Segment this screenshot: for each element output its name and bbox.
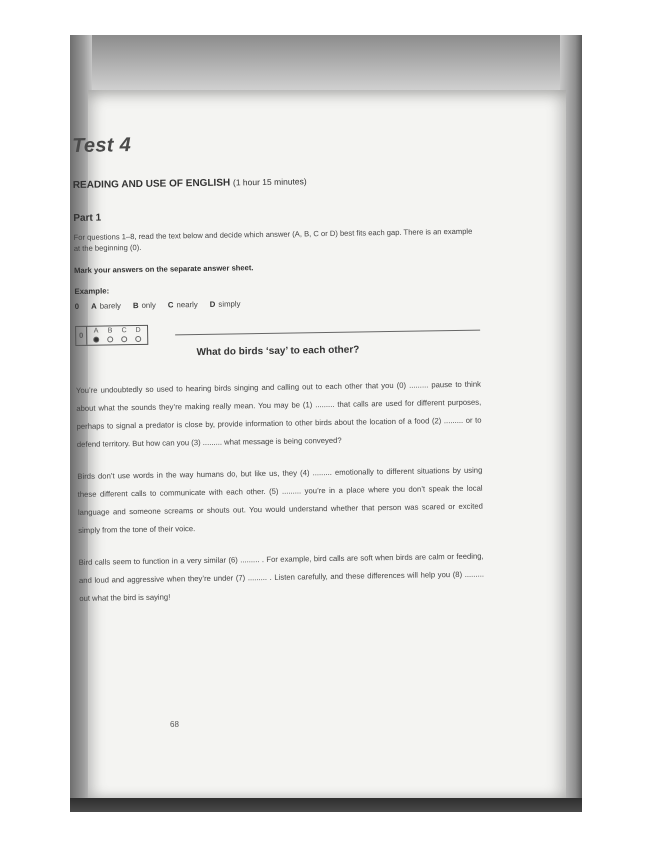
section-time: (1 hour 15 minutes) <box>232 176 307 188</box>
article-paragraph-2: Birds don’t use words in the way humans do, but like us, they (4) ......... emotionally to different situations by using these different calls to communicate with each other. (5) ......... you’re in a place where you don’t speak the local language and someone screams or shouts out. You would understand whether that person was scared or excited simply from the tone of their voice. <box>77 465 483 535</box>
example-number: 0 <box>74 301 80 311</box>
answer-opt-a: A <box>93 327 99 343</box>
article-title: What do birds ‘say’ to each other? <box>196 344 360 358</box>
section-name: READING AND USE OF ENGLISH <box>72 177 231 191</box>
test-title: Test 4 <box>72 134 132 157</box>
article-paragraph-3: Bird calls seem to function in a very similar (6) ......... . For example, bird calls are soft when birds are calm or feeding, and loud and aggressive when they’re under (7) ......... . Listen carefully, and these differences will help you (8) ......... out what the bird is saying! <box>78 551 485 603</box>
scan-shadow-top <box>70 35 580 95</box>
part-title: Part 1 <box>73 212 102 224</box>
example-label: Example: <box>74 286 110 296</box>
divider-rule <box>175 329 480 335</box>
example-option-d: D simply <box>209 299 241 309</box>
section-title <box>73 174 478 191</box>
answer-box-number: 0 <box>76 326 87 344</box>
article-paragraph-1: You’re undoubtedly so used to hearing birds singing and calling out to each other that you (0) ......... pause to think about what the sounds they’re making really mean. You may be (1) ......... that calls are used for different purposes, perhaps to signal a predator is close by, provide information to other birds about the location of a food (2) ......... or to defend territory. But how can you (3) ......... what message is being conveyed? <box>75 379 482 449</box>
example-options <box>75 296 480 311</box>
answer-opt-d: D <box>135 326 141 342</box>
empty-bubble-icon <box>121 336 127 342</box>
page-content <box>72 129 485 622</box>
answer-opt-b: B <box>107 327 113 343</box>
scan-bottom-strip <box>70 798 582 812</box>
empty-bubble-icon <box>107 336 113 342</box>
empty-bubble-icon <box>135 335 141 341</box>
filled-bubble-icon <box>93 336 99 342</box>
example-option-c: C nearly <box>167 300 198 310</box>
page-number: 68 <box>170 720 179 729</box>
answer-box-options <box>87 325 147 344</box>
answer-opt-c: C <box>121 327 127 343</box>
mark-note: Mark your answers on the separate answer sheet. <box>74 263 254 275</box>
part-instructions: For questions 1–8, read the text below and decide which answer (A, B, C or D) best fits each gap. There is an example at the beginning (0). <box>73 226 473 253</box>
example-option-a: A barely <box>90 301 121 311</box>
example-option-b: B only <box>132 300 156 311</box>
example-answer-box <box>75 324 148 345</box>
